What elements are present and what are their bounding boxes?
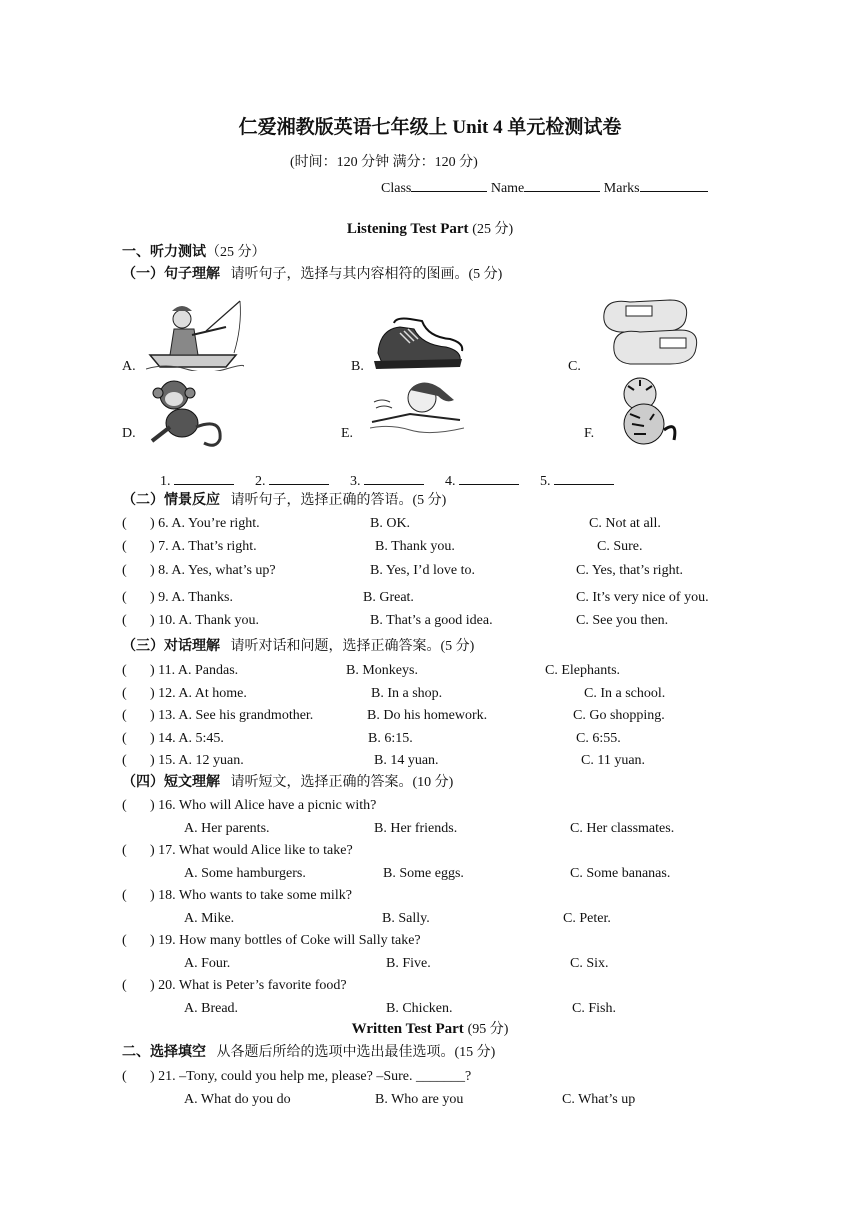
paren: (: [122, 563, 127, 578]
q21-option-b[interactable]: B. Who are you: [375, 1092, 464, 1107]
shoes-picture: [370, 317, 466, 373]
q15-option-b[interactable]: B. 14 yuan.: [374, 753, 439, 768]
answer-blank-4[interactable]: [459, 471, 519, 485]
q18-option-c[interactable]: C. Peter.: [563, 911, 611, 926]
paren: (: [122, 798, 127, 813]
q17-option-a[interactable]: A. Some hamburgers.: [184, 866, 306, 881]
q18-option-b[interactable]: B. Sally.: [382, 911, 430, 926]
q14-option-a[interactable]: ) 14. A. 5:45.: [150, 731, 224, 746]
q18-stem: ) 18. Who wants to take some milk?: [150, 888, 352, 903]
q16-option-c[interactable]: C. Her classmates.: [570, 821, 675, 836]
q19-option-b[interactable]: B. Five.: [386, 956, 431, 971]
q12-option-c[interactable]: C. In a school.: [584, 686, 666, 701]
answer-blank-2[interactable]: [269, 471, 329, 485]
q9-option-b[interactable]: B. Great.: [363, 590, 414, 605]
section2-header: （二）情景反应 请听句子，选择正确的答语。(5 分): [122, 493, 447, 508]
q12-option-a[interactable]: ) 12. A. At home.: [150, 686, 247, 701]
paren: (: [122, 613, 127, 628]
paren: (: [122, 731, 127, 746]
q12-option-b[interactable]: B. In a shop.: [371, 686, 443, 701]
swimming-girl-picture: [370, 376, 464, 434]
name-label: Name: [490, 181, 525, 196]
q7-option-b[interactable]: B. Thank you.: [375, 539, 455, 554]
monkey-picture: [146, 377, 230, 449]
section3-header: （三）对话理解 请听对话和问题，选择正确答案。(5 分): [122, 639, 475, 654]
exam-info: (时间：120 分钟 满分：120 分): [290, 155, 478, 170]
section4-header: （四）短文理解 请听短文，选择正确的答案。(10 分): [122, 775, 454, 790]
q10-option-a[interactable]: ) 10. A. Thank you.: [150, 613, 260, 628]
paren: (: [122, 843, 127, 858]
q9-option-c[interactable]: C. It’s very nice of you.: [576, 590, 709, 605]
picture-label-e: E.: [341, 426, 354, 441]
q20-option-a[interactable]: A. Bread.: [184, 1001, 239, 1016]
q19-option-c[interactable]: C. Six.: [570, 956, 609, 971]
section1-header: （一）句子理解 请听句子，选择与其内容相符的图画。(5 分): [122, 267, 503, 282]
q15-option-a[interactable]: ) 15. A. 12 yuan.: [150, 753, 244, 768]
q19-option-a[interactable]: A. Four.: [184, 956, 231, 971]
q6-option-c[interactable]: C. Not at all.: [589, 516, 661, 531]
q13-option-c[interactable]: C. Go shopping.: [573, 708, 665, 723]
picture-label-c: C.: [568, 359, 581, 374]
q7-option-a[interactable]: ) 7. A. That’s right.: [150, 539, 257, 554]
tiger-picture: [610, 374, 680, 450]
rice-bags-picture: [600, 296, 700, 370]
part2-header: 二、选择填空 从各题后所给的选项中选出最佳选项。(15 分): [122, 1045, 496, 1060]
q8-option-b[interactable]: B. Yes, I’d love to.: [370, 563, 476, 578]
paren: (: [122, 686, 127, 701]
q13-option-a[interactable]: ) 13. A. See his grandmother.: [150, 708, 314, 723]
q11-option-a[interactable]: ) 11. A. Pandas.: [150, 663, 239, 678]
q16-stem: ) 16. Who will Alice have a picnic with?: [150, 798, 377, 813]
paren: (: [122, 516, 127, 531]
student-fields: [381, 178, 708, 198]
listening-heading: Listening Test Part (25 分): [346, 221, 514, 237]
q8-option-c[interactable]: C. Yes, that’s right.: [576, 563, 683, 578]
paren: (: [122, 663, 127, 678]
q17-option-b[interactable]: B. Some eggs.: [383, 866, 464, 881]
answer-blanks-row: 1. 2. 3. 4. 5.: [160, 471, 614, 491]
q6-option-a[interactable]: ) 6. A. You’re right.: [150, 516, 260, 531]
q20-option-c[interactable]: C. Fish.: [572, 1001, 616, 1016]
q14-option-c[interactable]: C. 6:55.: [576, 731, 621, 746]
picture-label-d: D.: [122, 426, 136, 441]
class-blank[interactable]: [411, 178, 487, 192]
q6-option-b[interactable]: B. OK.: [370, 516, 411, 531]
q8-option-a[interactable]: ) 8. A. Yes, what’s up?: [150, 563, 276, 578]
q21-option-c[interactable]: C. What’s up: [562, 1092, 636, 1107]
q13-option-b[interactable]: B. Do his homework.: [367, 708, 488, 723]
q20-option-b[interactable]: B. Chicken.: [386, 1001, 453, 1016]
paren: (: [122, 888, 127, 903]
q21-stem: ) 21. –Tony, could you help me, please? –Sure. _______?: [150, 1069, 472, 1084]
q17-option-c[interactable]: C. Some bananas.: [570, 866, 671, 881]
paren: (: [122, 933, 127, 948]
paren: (: [122, 539, 127, 554]
marks-blank[interactable]: [640, 178, 708, 192]
answer-blank-5[interactable]: [554, 471, 614, 485]
q16-option-b[interactable]: B. Her friends.: [374, 821, 458, 836]
picture-label-f: F.: [584, 426, 595, 441]
q18-option-a[interactable]: A. Mike.: [184, 911, 235, 926]
q21-option-a[interactable]: A. What do you do: [184, 1092, 291, 1107]
page-title: 仁爱湘教版英语七年级上 Unit 4 单元检测试卷: [238, 117, 622, 138]
q7-option-c[interactable]: C. Sure.: [597, 539, 643, 554]
q17-stem: ) 17. What would Alice like to take?: [150, 843, 353, 858]
class-label: Class: [381, 181, 412, 196]
q10-option-b[interactable]: B. That’s a good idea.: [370, 613, 493, 628]
picture-label-a: A.: [122, 359, 136, 374]
answer-blank-1[interactable]: [174, 471, 234, 485]
picture-label-b: B.: [351, 359, 364, 374]
paren: (: [122, 1069, 127, 1084]
paren: (: [122, 753, 127, 768]
part1-title: 一、听力测试（25 分）: [122, 245, 266, 260]
fishing-man-picture: [146, 297, 244, 371]
paren: (: [122, 708, 127, 723]
paren: (: [122, 978, 127, 993]
marks-label: Marks: [603, 181, 640, 196]
q11-option-b[interactable]: B. Monkeys.: [346, 663, 418, 678]
q14-option-b[interactable]: B. 6:15.: [368, 731, 413, 746]
q9-option-a[interactable]: ) 9. A. Thanks.: [150, 590, 233, 605]
q19-stem: ) 19. How many bottles of Coke will Sally take?: [150, 933, 421, 948]
answer-blank-3[interactable]: [364, 471, 424, 485]
name-blank[interactable]: [524, 178, 600, 192]
paren: (: [122, 590, 127, 605]
q16-option-a[interactable]: A. Her parents.: [184, 821, 270, 836]
q11-option-c[interactable]: C. Elephants.: [545, 663, 621, 678]
q20-stem: ) 20. What is Peter’s favorite food?: [150, 978, 347, 993]
q15-option-c[interactable]: C. 11 yuan.: [581, 753, 646, 768]
q10-option-c[interactable]: C. See you then.: [576, 613, 669, 628]
written-heading: Written Test Part (95 分): [351, 1021, 509, 1037]
